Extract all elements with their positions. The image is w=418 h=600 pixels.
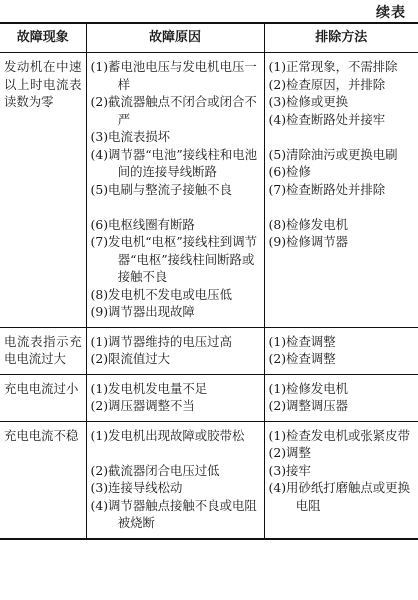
cause-item: (1)调节器维持的电压过高 — [90, 333, 232, 349]
header-symptom: 故障现象 — [0, 23, 86, 53]
cause-item: (2)限流值过大 — [90, 351, 171, 366]
cause-item: (9)调节器出现故障 — [90, 304, 195, 319]
fix-item: (7)检查断路处并排除 — [268, 181, 386, 197]
fix-item: (2)检查调整 — [268, 351, 336, 366]
fix-item: (6)检修 — [268, 164, 311, 179]
cause-cell — [86, 327, 264, 374]
symptom-cell: 发动机在中速以上时电流表读数为零 — [0, 53, 86, 328]
fix-item: (2)调整 — [268, 445, 311, 460]
fault-table — [0, 22, 418, 540]
cause-item: (6)电枢线圈有断路 — [90, 216, 195, 232]
table-row — [0, 53, 418, 328]
table-row — [0, 374, 418, 421]
fix-cell — [264, 374, 418, 421]
fix-item: (1)检查调整 — [268, 333, 336, 349]
table-header-row — [0, 23, 418, 53]
cause-item: (1)发电机发电量不足 — [90, 380, 208, 396]
symptom-cell: 充电电流不稳 — [0, 421, 86, 539]
fix-item: (9)检修调节器 — [268, 234, 349, 249]
fix-item: (4)用砂纸打磨触点或更换电阻 — [268, 480, 410, 513]
cause-item: (1)发电机出现故障或胶带松 — [90, 427, 245, 443]
cause-item: (8)发电机不发电或电压低 — [90, 286, 232, 302]
table-row — [0, 421, 418, 539]
fix-item: (2)调整调压器 — [268, 398, 349, 413]
cause-cell — [86, 374, 264, 421]
symptom-cell: 充电电流过小 — [0, 374, 86, 421]
symptom-cell: 电流表指示充电电流过大 — [0, 327, 86, 374]
fix-cell — [264, 327, 418, 374]
fix-item: (1)检查发电机或张紧皮带 — [268, 427, 410, 443]
fix-cell — [264, 421, 418, 539]
header-cause: 故障原因 — [86, 23, 264, 53]
fix-item: (3)接牢 — [268, 462, 311, 478]
cause-item: (7)发电机“电枢”接线柱到调节器“电枢”接线柱间断路或接触不良 — [90, 234, 258, 284]
cause-item: (2)截流器闭合电压过低 — [90, 462, 220, 478]
cause-item: (1)蓄电池电压与发电机电压一样 — [90, 59, 257, 92]
cause-item: (4)调节器触点接触不良或电阻被烧断 — [90, 497, 257, 530]
cause-item: (3)连接导线松动 — [90, 480, 183, 495]
table-row — [0, 327, 418, 374]
fix-item: (2)检查原因，并排除 — [268, 76, 386, 92]
cause-item: (4)调节器“电池”接线柱和电池间的连接导线断路 — [90, 146, 258, 179]
cause-cell — [86, 421, 264, 539]
cause-item: (2)截流器触点不闭合或闭合不严 — [90, 94, 257, 127]
fix-item: (3)检修或更换 — [268, 94, 349, 109]
fix-item: (4)检查断路处并接牢 — [268, 111, 386, 127]
cause-cell — [86, 53, 264, 328]
fix-item: (8)检修发电机 — [268, 216, 349, 232]
cause-item: (2)调压器调整不当 — [90, 398, 195, 413]
cause-item: (5)电刷与整流子接触不良 — [90, 181, 232, 197]
fix-item: (1)检修发电机 — [268, 380, 349, 396]
header-fix: 排除方法 — [264, 23, 418, 53]
continued-label: 续表 — [376, 5, 406, 21]
fix-cell — [264, 53, 418, 328]
fix-item: (1)正常现象，不需排除 — [268, 59, 398, 74]
cause-item: (3)电流表损坏 — [90, 129, 171, 144]
fix-item: (5)清除油污或更换电刷 — [268, 146, 398, 162]
